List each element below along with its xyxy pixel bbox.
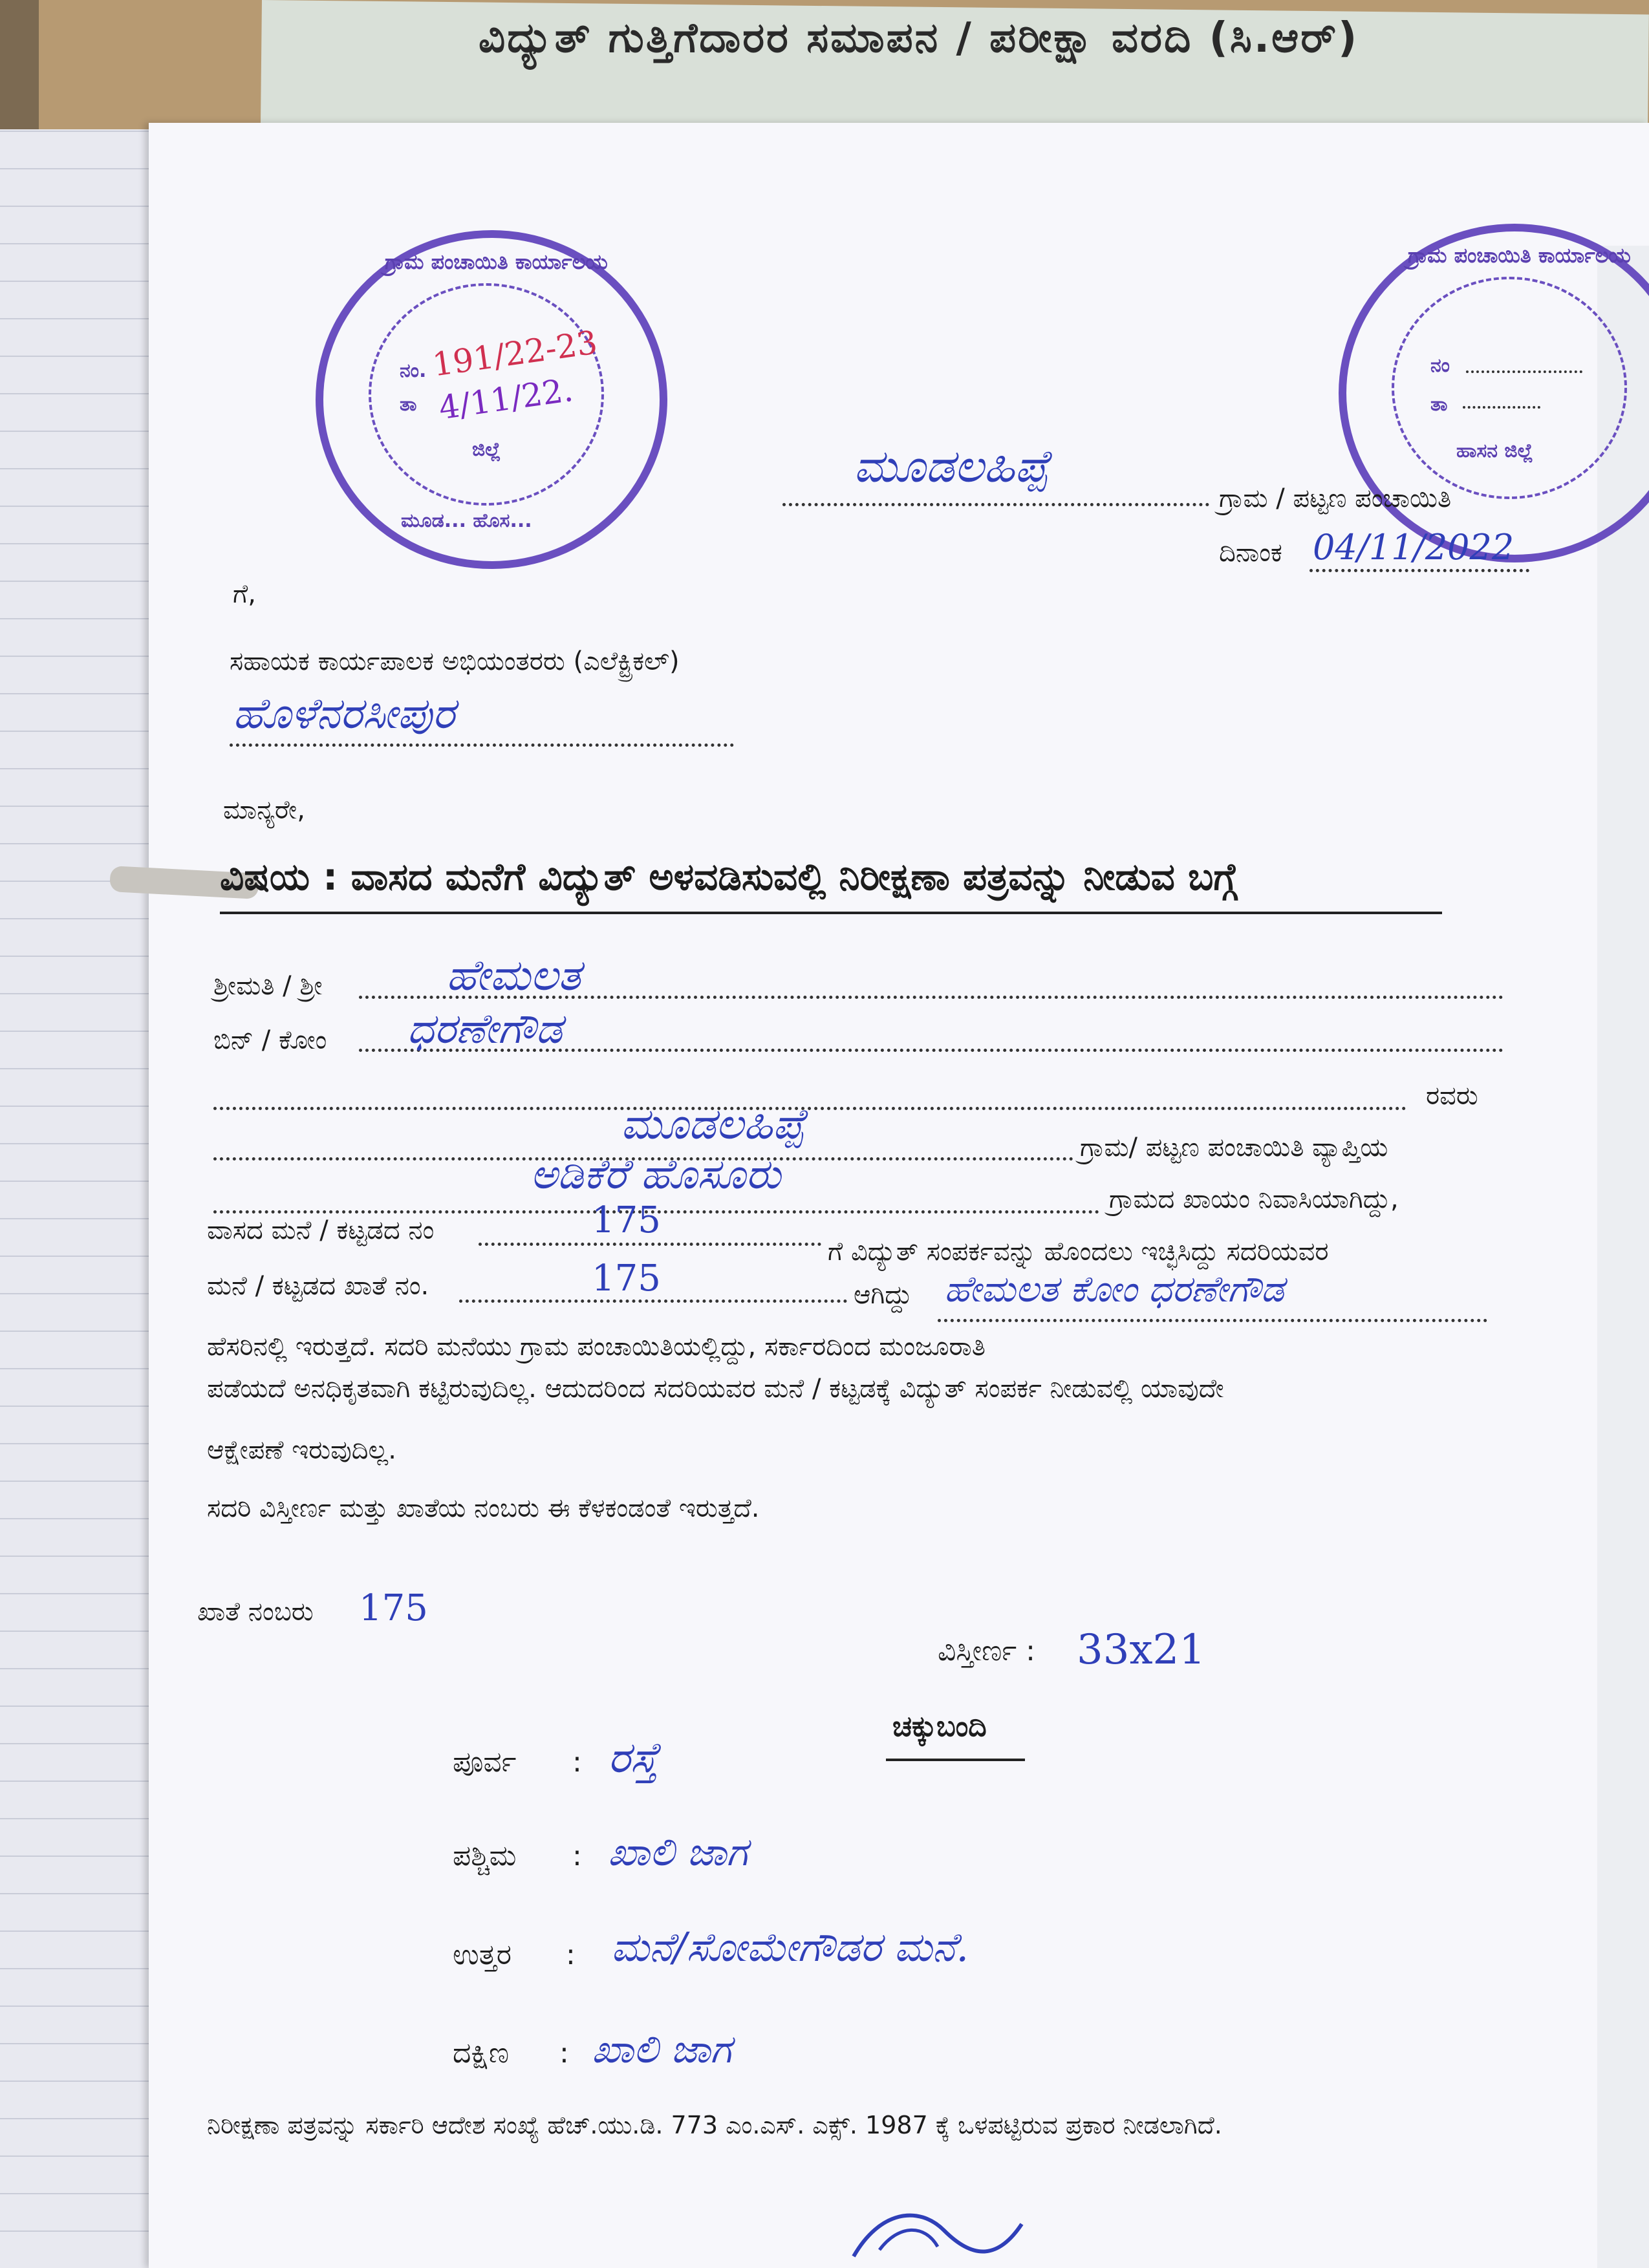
boundaries-title: ಚಕ್ಕುಬಂದಿ [892, 1710, 987, 1743]
addressee-designation: ಸಹಾಯಕ ಕಾರ್ಯಪಾಲಕ ಅಭಿಯಂತರರು (ಎಲೆಕ್ಟ್ರಿಕಲ್) [230, 647, 680, 676]
resident-text: ಗ್ರಾಮದ ಖಾಯಂ ನಿವಾಸಿಯಾಗಿದ್ದು, [1109, 1184, 1399, 1214]
seal-no-label: ನಂ [1430, 354, 1450, 377]
relation-name-value: ಧರಣೇಗೌಡ [407, 1005, 563, 1053]
underlying-sheet-edge [1597, 246, 1649, 2268]
body-line-a: ಹೆಸರಿನಲ್ಲಿ ಇರುತ್ತದೆ. ಸದರಿ ಮನೆಯು ಗ್ರಾಮ ಪಂಚಾಯಿತಿಯಲ್ಲಿದ್ದು, ಸರ್ಕಾರದಿಂದ ಮಂಜೂರಾತಿ [207, 1332, 986, 1362]
khata-number-label: ಖಾತೆ ನಂಬರು [197, 1597, 314, 1627]
seal-ring-text: ಗ್ರಾಮ ಪಂಚಾಯಿತಿ ಕಾರ್ಯಾಲಯ [385, 250, 608, 274]
boundary-north-value: ಮನೆ/ಸೋಮೇಗೌಡರ ಮನೆ. [611, 1923, 969, 1971]
boundary-south-label: ದಕ್ಷಿಣ [453, 2037, 510, 2070]
seal-date-value: 4/11/22. [436, 370, 576, 427]
village-panchayat-label: ಗ್ರಾಮ / ಪಟ್ಟಣ ಪಂಚಾಯಿತಿ [1219, 484, 1452, 513]
khata-value: 175 [592, 1257, 661, 1300]
hobli-value: ಅಡಿಕೆರೆ ಹೊಸೂರು [530, 1151, 781, 1199]
subject-text: ವಾಸದ ಮನೆಗೆ ವಿದ್ಯುತ್ ಅಳವಡಿಸುವಲ್ಲಿ ನಿರೀಕ್ಷಣಾ ಪತ್ರವನ್ನು ನೀಡುವ ಬಗ್ಗೆ [350, 855, 1238, 899]
house-no-label: ವಾಸದ ಮನೆ / ಕಟ್ಟಡದ ನಂ [207, 1215, 435, 1245]
addressee-office-value: ಹೊಳೆನರಸೀಪುರ [233, 689, 455, 738]
seal-ring-text: ಗ್ರಾಮ ಪಂಚಾಯಿತಿ ಕಾರ್ಯಾಲಯ [1408, 243, 1631, 268]
relation-label: ಬಿನ್ / ಕೋಂ [213, 1025, 327, 1055]
owner-name-value: ಹೇಮಲತ ಕೋಂ ಧರಣೇಗೌಡ [944, 1268, 1284, 1311]
seal-date-label: ತಾ [1430, 393, 1448, 416]
khata-number-value: 175 [359, 1587, 428, 1629]
panchayat-seal-left [316, 230, 667, 569]
area-label: ವಿಸ್ತೀರ್ಣ : [938, 1634, 1035, 1667]
ravaru-text: ರವರು [1426, 1081, 1478, 1111]
previous-page-edge [0, 129, 168, 2268]
footer-note: ನಿರೀಕ್ಷಣಾ ಪತ್ರವನ್ನು ಸರ್ಕಾರಿ ಆದೇಶ ಸಂಖ್ಯೆ ಹೆಚ್.ಯು.ಡಿ. 773 ಎಂ.ಎಸ್. ಎಕ್ಸ್. 1987 ಕ್ಕೆ ಒಳಪಟ್ಟಿರುವ ಪ್ರಕಾರ ನೀಡಲಾಗಿದೆ. [207, 2111, 1222, 2139]
seal-district: ಜಿಲ್ಲೆ [472, 438, 501, 461]
subject-label: ವಿಷಯ : [220, 855, 338, 899]
body-line-b: ಪಡೆಯದೆ ಅನಧಿಕೃತವಾಗಿ ಕಟ್ಟಿರುವುದಿಲ್ಲ. ಆದುದರಿಂದ ಸದರಿಯವರ ಮನೆ / ಕಟ್ಟಡಕ್ಕೆ ವಿದ್ಯುತ್ ಸಂಪರ್ಕ ನೀಡುವಲ್ಲಿ ಯಾವುದೇ [207, 1374, 1224, 1404]
signature [841, 2185, 1035, 2268]
boundary-south-value: ಖಾಲಿ ಜಾಗ [592, 2027, 732, 2072]
boundary-west-label: ಪಶ್ಚಿಮ [453, 1839, 517, 1872]
subject-line [220, 855, 1237, 899]
body-line-d: ಸದರಿ ವಿಸ್ತೀರ್ಣ ಮತ್ತು ಖಾತೆಯ ನಂಬರು ಈ ಕೆಳಕಂಡಂತೆ ಇರುತ್ತದೆ. [207, 1493, 760, 1523]
house-no-value: 175 [592, 1199, 661, 1241]
date-value: 04/11/2022 [1313, 527, 1514, 568]
date-label: ದಿನಾಂಕ [1219, 538, 1282, 568]
back-form-heading: ವಿದ್ಯುತ್ ಗುತ್ತಿಗೆದಾರರ ಸಮಾಪನ / ಪರೀಕ್ಷಾ ವರದಿ (ಸಿ.ಆರ್) [479, 14, 1359, 62]
applicant-name-value: ಹೇಮಲತ [446, 950, 581, 1000]
addressee-to: ಗೆ, [233, 579, 256, 609]
house-no-suffix: ಗೆ ವಿದ್ಯುತ್ ಸಂಪರ್ಕವನ್ನು ಹೊಂದಲು ಇಚ್ಛಿಸಿದ್ದು ಸದರಿಯವರ [828, 1237, 1329, 1267]
khata-label: ಮನೆ / ಕಟ್ಟಡದ ಖಾತೆ ನಂ. [207, 1271, 429, 1301]
seal-district: ಹಾಸನ ಜಿಲ್ಲೆ [1456, 440, 1533, 462]
seal-no-value: 191/22-23 [430, 323, 600, 384]
village-suffix: ಗ್ರಾಮ/ ಪಟ್ಟಣ ಪಂಚಾಯಿತಿ ವ್ಯಾಪ್ತಿಯ [1080, 1133, 1388, 1162]
salutation: ಮಾನ್ಯರೇ, [223, 795, 305, 825]
seal-no-label: ನಂ. [400, 359, 427, 382]
boundary-west-value: ಖಾಲಿ ಜಾಗ [608, 1830, 748, 1875]
body-line-c: ಆಕ್ಷೇಪಣೆ ಇರುವುದಿಲ್ಲ. [207, 1435, 396, 1465]
khata-suffix: ಆಗಿದ್ದು [854, 1280, 912, 1310]
seal-bottom-text: ಮೂಡ... ಹೊಸ... [401, 509, 532, 532]
boundary-east-value: ರಸ್ತೆ [608, 1733, 659, 1782]
name-label: ಶ್ರೀಮತಿ / ಶ್ರೀ [213, 971, 323, 1001]
seal-date-label: ತಾ [400, 393, 417, 416]
boundary-north-label: ಉತ್ತರ [453, 1938, 512, 1971]
area-value: 33x21 [1077, 1626, 1205, 1674]
boundary-east-label: ಪೂರ್ವ [453, 1746, 517, 1779]
village-value: ಮೂಡಲಹಿಪ್ಪೆ [621, 1099, 806, 1149]
village-name-value: ಮೂಡಲಹಿಪ್ಪೆ [854, 440, 1050, 493]
